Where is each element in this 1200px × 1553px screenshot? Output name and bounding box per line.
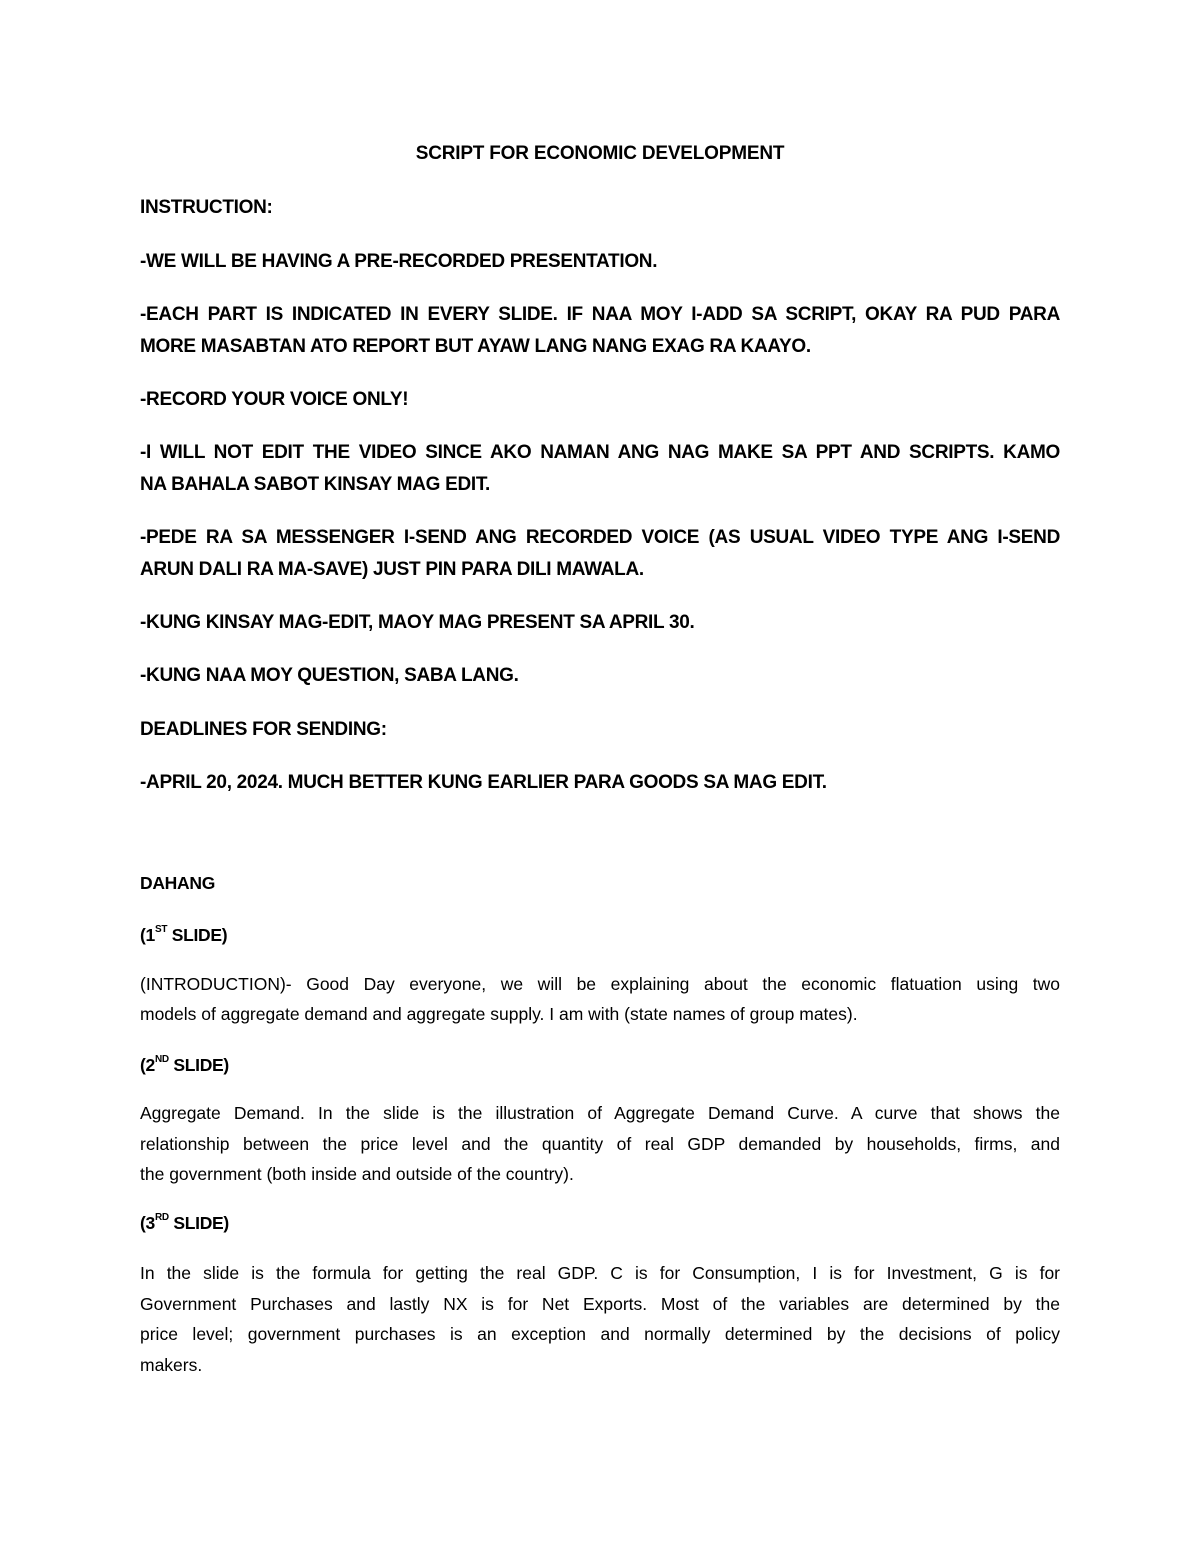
- slide-label-text: SLIDE): [167, 925, 228, 945]
- slide-text-line: Government Purchases and lastly NX is for Net Exports. Most of the variables are determined by the: [140, 1294, 1060, 1314]
- slide-text-line: models of aggregate demand and aggregate supply. I am with (state names of group mates).: [140, 1004, 858, 1024]
- instruction-line: -WE WILL BE HAVING A PRE-RECORDED PRESENTATION.: [140, 251, 658, 272]
- instruction-heading: INSTRUCTION:: [140, 197, 273, 218]
- slide-ordinal-suffix: ND: [154, 1054, 169, 1065]
- instruction-line: -I WILL NOT EDIT THE VIDEO SINCE AKO NAMAN ANG NAG MAKE SA PPT AND SCRIPTS. KAMO: [140, 442, 1060, 463]
- slide-text-line: the government (both inside and outside of the country).: [140, 1164, 574, 1184]
- instruction-line: MORE MASABTAN ATO REPORT BUT AYAW LANG NANG EXAG RA KAAYO.: [140, 336, 811, 357]
- slide-text-line: price level; government purchases is an exception and normally determined by the decisions of policy: [140, 1324, 1060, 1344]
- slide-label-text: SLIDE): [168, 1213, 229, 1233]
- deadline-text: -APRIL 20, 2024. MUCH BETTER KUNG EARLIER PARA GOODS SA MAG EDIT.: [140, 772, 827, 793]
- slide-label-text: (3: [140, 1213, 155, 1233]
- slide-label: [140, 1050, 1060, 1080]
- slide-text-line: relationship between the price level and the quantity of real GDP demanded by households, firms, and: [140, 1134, 1060, 1154]
- instruction-line: -KUNG KINSAY MAG-EDIT, MAOY MAG PRESENT SA APRIL 30.: [140, 612, 695, 633]
- slide-text-line: makers.: [140, 1355, 203, 1375]
- slide-label: [140, 1208, 1060, 1238]
- slide-ordinal-suffix: RD: [154, 1212, 169, 1223]
- instruction-line: -EACH PART IS INDICATED IN EVERY SLIDE. IF NAA MOY I-ADD SA SCRIPT, OKAY RA PUD PARA: [140, 304, 1060, 325]
- slide-text-line: In the slide is the formula for getting the real GDP. C is for Consumption, I is for Investment, G is for: [140, 1263, 1060, 1283]
- instruction-line: ARUN DALI RA MA-SAVE) JUST PIN PARA DILI MAWALA.: [140, 559, 644, 580]
- slide-text-line: Aggregate Demand. In the slide is the illustration of Aggregate Demand Curve. A curve that shows the: [140, 1103, 1060, 1123]
- section-name: DAHANG: [140, 873, 216, 893]
- slide-label-text: (1: [140, 925, 155, 945]
- slide-label: [140, 920, 1060, 950]
- instruction-line: -KUNG NAA MOY QUESTION, SABA LANG.: [140, 665, 519, 686]
- slide-ordinal-suffix: ST: [154, 924, 168, 935]
- instruction-line: -PEDE RA SA MESSENGER I-SEND ANG RECORDED VOICE (AS USUAL VIDEO TYPE ANG I-SEND: [140, 527, 1060, 548]
- slide-label-text: (2: [140, 1055, 155, 1075]
- slide-label-text: SLIDE): [168, 1055, 229, 1075]
- instruction-line: NA BAHALA SABOT KINSAY MAG EDIT.: [140, 474, 491, 495]
- deadline-heading: DEADLINES FOR SENDING:: [140, 719, 387, 740]
- slide-text-line: (INTRODUCTION)- Good Day everyone, we will be explaining about the economic flatuation using two: [140, 974, 1060, 994]
- instruction-line: -RECORD YOUR VOICE ONLY!: [140, 389, 409, 410]
- document-title: SCRIPT FOR ECONOMIC DEVELOPMENT: [415, 143, 785, 164]
